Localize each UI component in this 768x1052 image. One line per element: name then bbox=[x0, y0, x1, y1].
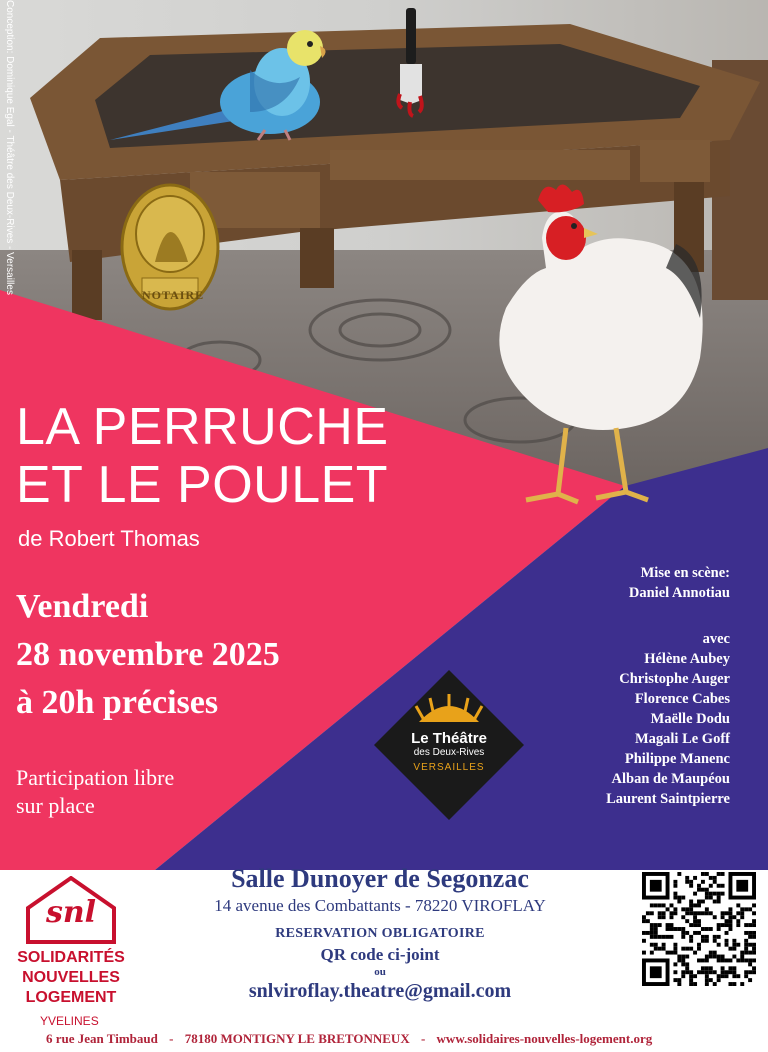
qr-hint: QR code ci-joint bbox=[320, 945, 440, 964]
participation-line-1: Participation libre bbox=[16, 765, 175, 790]
venue-name: Salle Dunoyer de Segonzac bbox=[231, 864, 529, 893]
cast-member: Hélène Aubey bbox=[644, 651, 730, 667]
or-separator: ou bbox=[374, 966, 386, 978]
theatre-name bbox=[392, 730, 506, 773]
snl-department: YVELINES bbox=[40, 1014, 99, 1028]
footer-address bbox=[46, 1031, 746, 1047]
snl-logo-text bbox=[16, 948, 126, 1008]
qr-code[interactable] bbox=[642, 872, 756, 986]
footer-separator: - bbox=[420, 1031, 426, 1046]
avec-label: avec bbox=[702, 631, 730, 647]
theatre-name-line-3: VERSAILLES bbox=[413, 762, 485, 773]
performance-date bbox=[16, 583, 280, 727]
date-full: 28 novembre 2025 bbox=[16, 636, 280, 673]
mise-en-scene-label: Mise en scène: bbox=[640, 565, 730, 581]
qr-code-graphic bbox=[642, 872, 756, 986]
director-name: Daniel Annotiau bbox=[628, 585, 730, 601]
play-title-line-1: LA PERRUCHE bbox=[16, 398, 389, 456]
contact-email[interactable]: snlviroflay.theatre@gmail.com bbox=[248, 980, 512, 1002]
seal-text: NOTAIRE bbox=[142, 288, 205, 302]
cast-credits bbox=[606, 563, 730, 809]
cast-member: Christophe Auger bbox=[619, 671, 730, 687]
venue-info bbox=[140, 864, 620, 1003]
cast-member: Florence Cabes bbox=[634, 691, 730, 707]
theatre-name-line-1: Le Théâtre bbox=[411, 730, 487, 747]
date-time: à 20h précises bbox=[16, 684, 219, 721]
footer-website[interactable]: www.solidaires-nouvelles-logement.org bbox=[436, 1031, 653, 1046]
theatre-name-line-2: des Deux-Rives bbox=[413, 747, 485, 758]
cast-member: Maëlle Dodu bbox=[650, 711, 730, 727]
cast-member: Laurent Saintpierre bbox=[606, 791, 730, 807]
footer-separator: - bbox=[169, 1031, 174, 1046]
participation-line-2: sur place bbox=[16, 793, 95, 818]
footer-city: 78180 MONTIGNY LE BRETONNEUX bbox=[184, 1031, 410, 1046]
snl-logo-mark: snl bbox=[45, 895, 97, 930]
design-credit-text: Conception: Dominique Egal - Théâtre des Deux-Rives - Versailles bbox=[4, 0, 15, 295]
reservation-notice: RESERVATION OBLIGATOIRE bbox=[275, 926, 485, 941]
cast-member: Magali Le Goff bbox=[634, 731, 730, 747]
date-day: Vendredi bbox=[16, 588, 149, 625]
snl-line-1: SOLIDARITÉS bbox=[17, 949, 125, 966]
play-title-line-2: ET LE POULET bbox=[16, 456, 389, 514]
snl-line-3: LOGEMENT bbox=[25, 989, 117, 1006]
hen-illustration bbox=[486, 178, 716, 518]
design-credit bbox=[3, 0, 17, 330]
play-title bbox=[16, 398, 389, 514]
play-author: de Robert Thomas bbox=[18, 526, 200, 551]
snl-line-2: NOUVELLES bbox=[22, 969, 120, 986]
venue-address: 14 avenue des Combattants - 78220 VIROFLAY bbox=[214, 896, 546, 915]
footer-street: 6 rue Jean Timbaud bbox=[46, 1031, 158, 1046]
participation-note bbox=[16, 764, 174, 820]
knife-illustration bbox=[388, 4, 434, 124]
cast-member: Alban de Maupéou bbox=[611, 771, 730, 787]
cast-member: Philippe Manenc bbox=[624, 751, 730, 767]
parakeet-illustration bbox=[100, 22, 340, 152]
credits-spacer bbox=[606, 603, 730, 629]
